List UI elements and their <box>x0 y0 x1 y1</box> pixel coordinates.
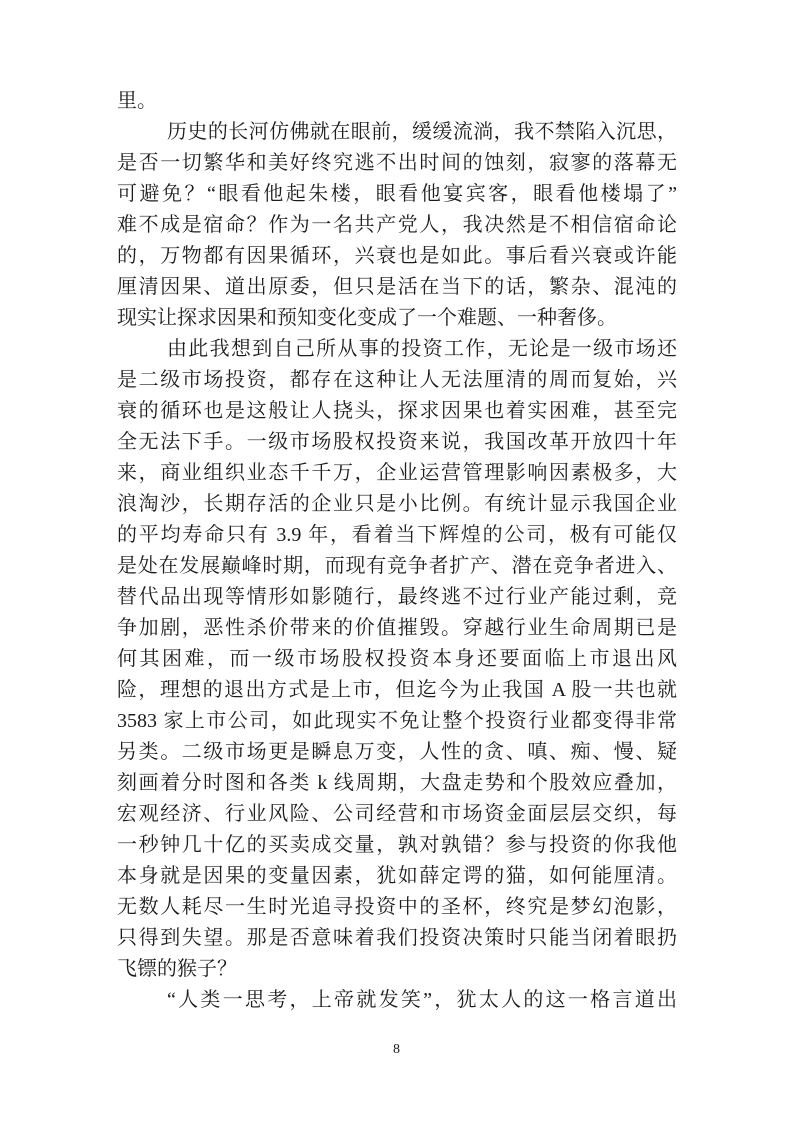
text-line: 飞镖的猴子？ <box>117 958 237 980</box>
text-line: 是否一切繁华和美好终究逃不出时间的蚀刻，寂寥的落幕无 <box>117 152 677 174</box>
text-line: 本身就是因果的变量因素，犹如薛定谔的猫，如何能厘清。 <box>117 865 677 887</box>
text-line: 刻画着分时图和各类 k 线周期，大盘走势和个股效应叠加， <box>117 772 677 794</box>
text-line: 一秒钟几十亿的买卖成交量，孰对孰错？参与投资的你我他 <box>117 834 677 856</box>
text-line: 是处在发展巅峰时期，而现有竞争者扩产、潜在竞争者进入、 <box>117 555 677 577</box>
text-line: 何其困难，而一级市场股权投资本身还要面临上市退出风 <box>117 648 677 670</box>
page-body-text <box>117 86 677 1016</box>
text-line: 难不成是宿命？作为一名共产党人，我决然是不相信宿命论 <box>117 214 677 236</box>
text-line: 的，万物都有因果循环，兴衰也是如此。事后看兴衰或许能 <box>117 245 677 267</box>
text-line: 衰的循环也是这般让人挠头，探求因果也着实困难，甚至完 <box>117 400 677 422</box>
text-line: 无数人耗尽一生时光追寻投资中的圣杯，终究是梦幻泡影， <box>117 896 677 918</box>
text-line: 厘清因果、道出原委，但只是活在当下的话，繁杂、混沌的 <box>117 276 677 298</box>
text-line: 替代品出现等情形如影随行，最终逃不过行业产能过剩，竞 <box>117 586 677 608</box>
text-line: 争加剧，恶性杀价带来的价值摧毁。穿越行业生命周期已是 <box>117 617 677 639</box>
text-line: 宏观经济、行业风险、公司经营和市场资金面层层交织，每 <box>117 803 677 825</box>
text-line: 是二级市场投资，都存在这种让人无法厘清的周而复始，兴 <box>117 369 677 391</box>
text-line: 历史的长河仿佛就在眼前，缓缓流淌，我不禁陷入沉思， <box>167 121 677 143</box>
page-number: 8 <box>393 1042 400 1057</box>
text-line: 由此我想到自己所从事的投资工作，无论是一级市场还 <box>167 338 677 360</box>
text-line: 来，商业组织业态千千万，企业运营管理影响因素极多，大 <box>117 462 677 484</box>
text-line: 浪淘沙，长期存活的企业只是小比例。有统计显示我国企业 <box>117 493 677 515</box>
text-line: 只得到失望。那是否意味着我们投资决策时只能当闭着眼扔 <box>117 927 677 949</box>
text-line: 可避免？“眼看他起朱楼，眼看他宴宾客，眼看他楼塌了” <box>117 183 677 205</box>
text-line: 里。 <box>117 90 157 112</box>
text-line: 全无法下手。一级市场股权投资来说，我国改革开放四十年 <box>117 431 677 453</box>
text-line: 另类。二级市场更是瞬息万变，人性的贪、嗔、痴、慢、疑 <box>117 741 677 763</box>
text-line: 3583 家上市公司，如此现实不免让整个投资行业都变得非常 <box>117 710 677 732</box>
text-line: 险，理想的退出方式是上市，但迄今为止我国 A 股一共也就 <box>117 679 677 701</box>
text-line: 现实让探求因果和预知变化变成了一个难题、一种奢侈。 <box>117 307 617 329</box>
text-line: 的平均寿命只有 3.9 年，看着当下辉煌的公司，极有可能仅 <box>117 524 677 546</box>
text-line: “人类一思考，上帝就发笑”，犹太人的这一格言道出 <box>167 989 677 1011</box>
